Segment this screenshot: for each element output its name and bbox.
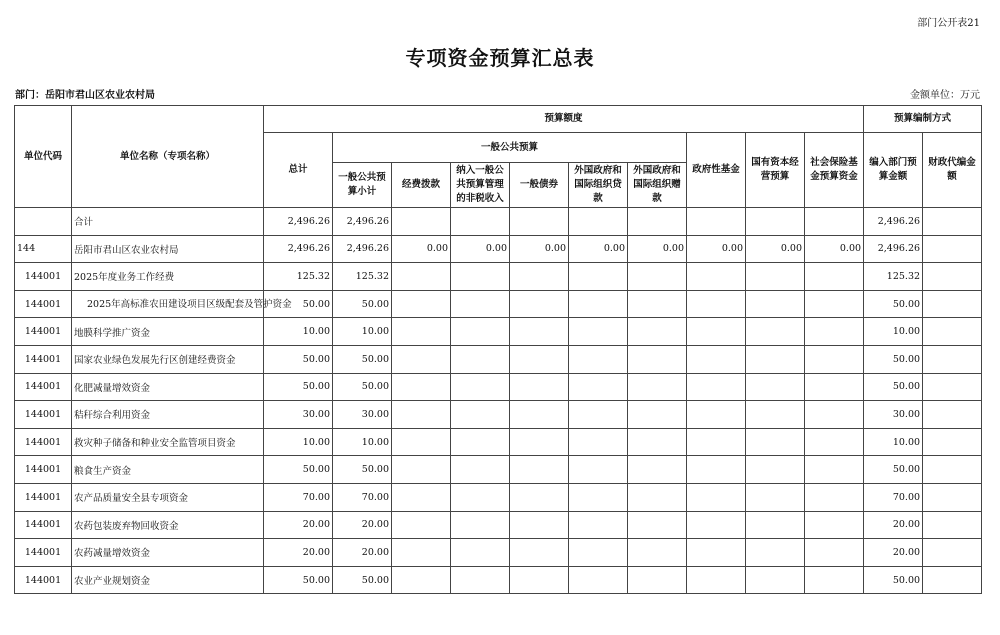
- cell-social: [805, 483, 864, 511]
- cell-agent: [923, 373, 982, 401]
- cell-grant: [628, 373, 687, 401]
- cell-grant: [628, 566, 687, 594]
- cell-loan: [569, 539, 628, 567]
- cell-non-tax: [451, 263, 510, 291]
- cell-debt: [510, 428, 569, 456]
- cell-loan: [569, 290, 628, 318]
- cell-unit-code: 144: [15, 235, 72, 263]
- cell-subtotal: 30.00: [333, 401, 392, 429]
- cell-unit-name: 农产品质量安全县专项资金: [72, 483, 264, 511]
- cell-unit-code: 144001: [15, 456, 72, 484]
- cell-funding: [392, 263, 451, 291]
- cell-total: 20.00: [264, 539, 333, 567]
- cell-funding: [392, 208, 451, 236]
- cell-unit-code: 144001: [15, 373, 72, 401]
- cell-agent: [923, 208, 982, 236]
- cell-grant: [628, 401, 687, 429]
- cell-subtotal: 20.00: [333, 539, 392, 567]
- cell-dept-amount: 2,496.26: [864, 208, 923, 236]
- cell-agent: [923, 318, 982, 346]
- cell-unit-name: 岳阳市君山区农业农村局: [72, 235, 264, 263]
- cell-social: [805, 456, 864, 484]
- cell-grant: [628, 539, 687, 567]
- table-body: [15, 208, 982, 594]
- cell-funding: [392, 456, 451, 484]
- cell-unit-name: 救灾种子储备和种业安全监管项目资金: [72, 428, 264, 456]
- cell-unit-name: 农药包装废弃物回收资金: [72, 511, 264, 539]
- cell-dept-amount: 125.32: [864, 263, 923, 291]
- cell-funding: [392, 428, 451, 456]
- cell-total: 10.00: [264, 318, 333, 346]
- cell-subtotal: 2,496.26: [333, 208, 392, 236]
- cell-funding: [392, 566, 451, 594]
- cell-social: [805, 290, 864, 318]
- cell-agent: [923, 263, 982, 291]
- cell-social: 0.00: [805, 235, 864, 263]
- cell-state-capital: [746, 263, 805, 291]
- table-row: [15, 235, 982, 263]
- cell-total: 50.00: [264, 373, 333, 401]
- cell-state-capital: [746, 373, 805, 401]
- cell-funding: [392, 483, 451, 511]
- cell-total: 50.00: [264, 566, 333, 594]
- cell-non-tax: [451, 539, 510, 567]
- cell-unit-code: [15, 208, 72, 236]
- cell-state-capital: [746, 483, 805, 511]
- header-foreign-grant: 外国政府和国际组织赠款: [628, 163, 687, 208]
- cell-state-capital: [746, 345, 805, 373]
- cell-funding: [392, 373, 451, 401]
- department-label: 部门：岳阳市君山区农业农村局: [15, 90, 155, 101]
- cell-gov-fund: [687, 373, 746, 401]
- form-number: 部门公开表21: [917, 18, 980, 29]
- cell-grant: [628, 318, 687, 346]
- cell-subtotal: 70.00: [333, 483, 392, 511]
- cell-agent: [923, 345, 982, 373]
- cell-loan: [569, 373, 628, 401]
- cell-grant: [628, 290, 687, 318]
- table-row: [15, 345, 982, 373]
- cell-unit-code: 144001: [15, 539, 72, 567]
- cell-state-capital: [746, 318, 805, 346]
- cell-total: 20.00: [264, 511, 333, 539]
- table-row: [15, 511, 982, 539]
- cell-unit-code: 144001: [15, 566, 72, 594]
- cell-debt: [510, 456, 569, 484]
- cell-gov-fund: [687, 401, 746, 429]
- cell-total: 50.00: [264, 456, 333, 484]
- cell-subtotal: 50.00: [333, 345, 392, 373]
- cell-social: [805, 373, 864, 401]
- cell-grant: [628, 511, 687, 539]
- cell-funding: [392, 345, 451, 373]
- cell-loan: [569, 456, 628, 484]
- cell-agent: [923, 456, 982, 484]
- cell-subtotal: 50.00: [333, 290, 392, 318]
- header-state-capital: 国有资本经营预算: [746, 133, 805, 208]
- cell-state-capital: [746, 428, 805, 456]
- cell-gov-fund: [687, 345, 746, 373]
- cell-gov-fund: [687, 483, 746, 511]
- cell-state-capital: [746, 456, 805, 484]
- cell-state-capital: [746, 511, 805, 539]
- cell-funding: [392, 539, 451, 567]
- cell-agent: [923, 401, 982, 429]
- cell-grant: [628, 428, 687, 456]
- header-unit-code: 单位代码: [15, 106, 72, 208]
- cell-unit-code: 144001: [15, 290, 72, 318]
- cell-non-tax: 0.00: [451, 235, 510, 263]
- cell-state-capital: [746, 208, 805, 236]
- cell-unit-name: 粮食生产资金: [72, 456, 264, 484]
- cell-agent: [923, 290, 982, 318]
- cell-dept-amount: 50.00: [864, 456, 923, 484]
- cell-total: 50.00: [264, 290, 333, 318]
- cell-gov-fund: [687, 318, 746, 346]
- cell-loan: [569, 318, 628, 346]
- cell-grant: [628, 345, 687, 373]
- page-title: 专项资金预算汇总表: [405, 46, 595, 70]
- cell-funding: [392, 511, 451, 539]
- cell-non-tax: [451, 208, 510, 236]
- cell-loan: [569, 511, 628, 539]
- cell-unit-code: 144001: [15, 401, 72, 429]
- cell-debt: [510, 511, 569, 539]
- cell-loan: [569, 483, 628, 511]
- cell-grant: 0.00: [628, 235, 687, 263]
- header-compile-method: 预算编制方式: [864, 106, 982, 133]
- header-gpb-subtotal: 一般公共预算小计: [333, 163, 392, 208]
- cell-gov-fund: [687, 428, 746, 456]
- header-fiscal-agent: 财政代编金额: [923, 133, 982, 208]
- table-row: [15, 401, 982, 429]
- table-row: [15, 208, 982, 236]
- cell-unit-name: 国家农业绿色发展先行区创建经费资金: [72, 345, 264, 373]
- cell-social: [805, 345, 864, 373]
- cell-funding: [392, 318, 451, 346]
- cell-dept-amount: 50.00: [864, 373, 923, 401]
- header-total: 总计: [264, 133, 333, 208]
- cell-non-tax: [451, 373, 510, 401]
- cell-agent: [923, 428, 982, 456]
- cell-gov-fund: [687, 208, 746, 236]
- cell-total: 70.00: [264, 483, 333, 511]
- cell-loan: [569, 208, 628, 236]
- cell-loan: [569, 263, 628, 291]
- cell-state-capital: [746, 290, 805, 318]
- cell-social: [805, 208, 864, 236]
- header-budget-amount: 预算额度: [264, 106, 864, 133]
- cell-subtotal: 2,496.26: [333, 235, 392, 263]
- cell-non-tax: [451, 345, 510, 373]
- cell-unit-name: 2025年度业务工作经费: [72, 263, 264, 291]
- cell-unit-name: 农业产业规划资金: [72, 566, 264, 594]
- header-social-insurance: 社会保险基金预算资金: [805, 133, 864, 208]
- cell-funding: [392, 401, 451, 429]
- cell-unit-name: 合计: [72, 208, 264, 236]
- budget-table: [14, 105, 982, 594]
- cell-gov-fund: [687, 539, 746, 567]
- cell-agent: [923, 566, 982, 594]
- cell-unit-name: 化肥减量增效资金: [72, 373, 264, 401]
- cell-funding: [392, 290, 451, 318]
- cell-unit-code: 144001: [15, 263, 72, 291]
- table-row: [15, 566, 982, 594]
- cell-gov-fund: 0.00: [687, 235, 746, 263]
- cell-subtotal: 10.00: [333, 318, 392, 346]
- cell-loan: [569, 345, 628, 373]
- header-dept-amount: 编入部门预算金额: [864, 133, 923, 208]
- cell-debt: [510, 208, 569, 236]
- cell-grant: [628, 483, 687, 511]
- cell-dept-amount: 20.00: [864, 511, 923, 539]
- cell-debt: [510, 373, 569, 401]
- cell-debt: [510, 290, 569, 318]
- amount-unit-label: 金额单位：万元: [910, 90, 980, 101]
- cell-debt: [510, 483, 569, 511]
- cell-gov-fund: [687, 566, 746, 594]
- cell-social: [805, 539, 864, 567]
- cell-total: 2,496.26: [264, 235, 333, 263]
- header-foreign-loan: 外国政府和国际组织贷款: [569, 163, 628, 208]
- cell-loan: [569, 566, 628, 594]
- cell-gov-fund: [687, 263, 746, 291]
- cell-unit-name: 秸秆综合利用资金: [72, 401, 264, 429]
- cell-state-capital: [746, 539, 805, 567]
- cell-grant: [628, 456, 687, 484]
- header-general-budget: 一般公共预算: [333, 133, 687, 163]
- cell-loan: 0.00: [569, 235, 628, 263]
- table-row: [15, 318, 982, 346]
- cell-non-tax: [451, 511, 510, 539]
- cell-subtotal: 50.00: [333, 566, 392, 594]
- cell-subtotal: 50.00: [333, 373, 392, 401]
- cell-social: [805, 401, 864, 429]
- cell-non-tax: [451, 318, 510, 346]
- cell-state-capital: [746, 566, 805, 594]
- cell-unit-code: 144001: [15, 511, 72, 539]
- cell-unit-name: 农药减量增效资金: [72, 539, 264, 567]
- cell-dept-amount: 10.00: [864, 428, 923, 456]
- cell-dept-amount: 50.00: [864, 345, 923, 373]
- table-row: [15, 428, 982, 456]
- cell-debt: [510, 539, 569, 567]
- cell-social: [805, 318, 864, 346]
- cell-state-capital: 0.00: [746, 235, 805, 263]
- table-row: [15, 483, 982, 511]
- cell-unit-code: 144001: [15, 345, 72, 373]
- cell-dept-amount: 50.00: [864, 566, 923, 594]
- cell-unit-code: 144001: [15, 428, 72, 456]
- cell-dept-amount: 70.00: [864, 483, 923, 511]
- cell-unit-code: 144001: [15, 483, 72, 511]
- cell-debt: [510, 566, 569, 594]
- cell-debt: 0.00: [510, 235, 569, 263]
- cell-agent: [923, 483, 982, 511]
- header-gov-fund: 政府性基金: [687, 133, 746, 208]
- cell-loan: [569, 401, 628, 429]
- cell-total: 10.00: [264, 428, 333, 456]
- cell-state-capital: [746, 401, 805, 429]
- table-row: [15, 539, 982, 567]
- cell-loan: [569, 428, 628, 456]
- cell-non-tax: [451, 290, 510, 318]
- cell-dept-amount: 50.00: [864, 290, 923, 318]
- cell-debt: [510, 318, 569, 346]
- cell-social: [805, 428, 864, 456]
- cell-non-tax: [451, 483, 510, 511]
- cell-dept-amount: 10.00: [864, 318, 923, 346]
- cell-unit-name: 2025年高标准农田建设项目区级配套及管护资金: [72, 290, 264, 318]
- cell-grant: [628, 263, 687, 291]
- header-non-tax: 纳入一般公共预算管理的非税收入: [451, 163, 510, 208]
- cell-debt: [510, 263, 569, 291]
- header-general-debt: 一般债券: [510, 163, 569, 208]
- cell-debt: [510, 345, 569, 373]
- cell-dept-amount: 30.00: [864, 401, 923, 429]
- cell-funding: 0.00: [392, 235, 451, 263]
- cell-agent: [923, 511, 982, 539]
- table-row: [15, 290, 982, 318]
- cell-subtotal: 20.00: [333, 511, 392, 539]
- table-row: [15, 456, 982, 484]
- cell-dept-amount: 2,496.26: [864, 235, 923, 263]
- cell-subtotal: 125.32: [333, 263, 392, 291]
- cell-agent: [923, 235, 982, 263]
- cell-gov-fund: [687, 290, 746, 318]
- cell-unit-code: 144001: [15, 318, 72, 346]
- cell-total: 125.32: [264, 263, 333, 291]
- cell-unit-name: 地膜科学推广资金: [72, 318, 264, 346]
- cell-dept-amount: 20.00: [864, 539, 923, 567]
- cell-non-tax: [451, 401, 510, 429]
- header-unit-name: 单位名称（专项名称）: [72, 106, 264, 208]
- cell-total: 50.00: [264, 345, 333, 373]
- cell-agent: [923, 539, 982, 567]
- cell-social: [805, 566, 864, 594]
- cell-total: 2,496.26: [264, 208, 333, 236]
- cell-total: 30.00: [264, 401, 333, 429]
- table-row: [15, 373, 982, 401]
- cell-gov-fund: [687, 511, 746, 539]
- cell-gov-fund: [687, 456, 746, 484]
- cell-debt: [510, 401, 569, 429]
- cell-non-tax: [451, 456, 510, 484]
- cell-grant: [628, 208, 687, 236]
- cell-social: [805, 263, 864, 291]
- cell-social: [805, 511, 864, 539]
- cell-subtotal: 50.00: [333, 456, 392, 484]
- header-funding: 经费拨款: [392, 163, 451, 208]
- cell-non-tax: [451, 428, 510, 456]
- cell-non-tax: [451, 566, 510, 594]
- cell-subtotal: 10.00: [333, 428, 392, 456]
- table-row: [15, 263, 982, 291]
